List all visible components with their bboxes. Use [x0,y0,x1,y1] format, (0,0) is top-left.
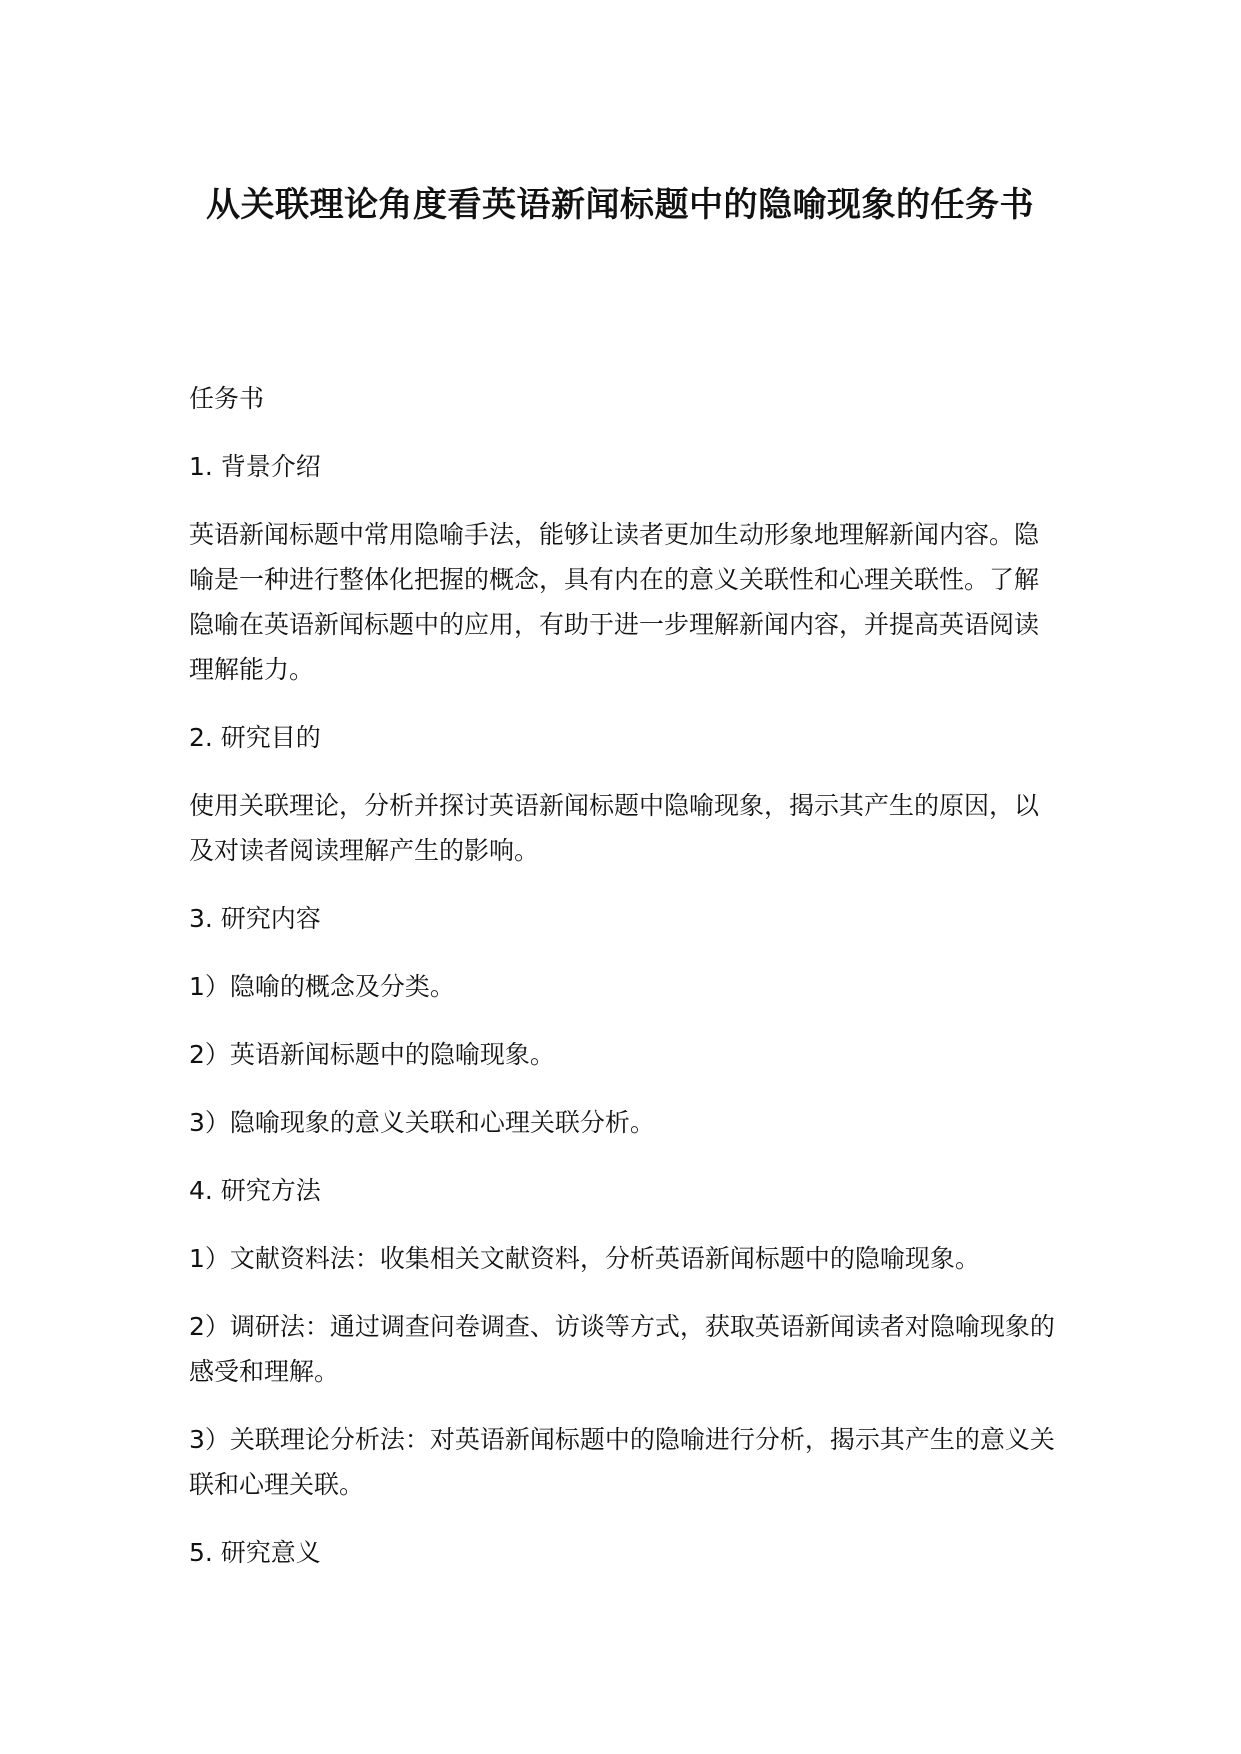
heading-significance: 5. 研究意义 [189,1538,321,1567]
heading-content: 3. 研究内容 [189,904,321,933]
document-body [189,376,1059,1598]
list-item-content-3: 3）隐喻现象的意义关联和心理关联分析。 [189,1108,655,1137]
document-title: 从关联理论角度看英语新闻标题中的隐喻现象的任务书 [206,185,1034,225]
list-item-content-1: 1）隐喻的概念及分类。 [189,972,455,1001]
section-label-task: 任务书 [189,384,265,413]
list-item-method-1: 1）文献资料法：收集相关文献资料，分析英语新闻标题中的隐喻现象。 [189,1244,980,1273]
heading-methods: 4. 研究方法 [189,1176,321,1205]
heading-background: 1. 背景介绍 [189,452,321,481]
paragraph-background: 英语新闻标题中常用隐喻手法，能够让读者更加生动形象地理解新闻内容。隐喻是一种进行整体化把握的概念，具有内在的意义关联性和心理关联性。了解隐喻在英语新闻标题中的应用，有助于进一步理解新闻内容，并提高英语阅读理解能力。 [189,520,1040,684]
list-item-method-3: 3）关联理论分析法：对英语新闻标题中的隐喻进行分析，揭示其产生的意义关联和心理关联。 [189,1425,1055,1499]
heading-purpose: 2. 研究目的 [189,723,321,752]
list-item-method-2: 2）调研法：通过调查问卷调查、访谈等方式，获取英语新闻读者对隐喻现象的感受和理解。 [189,1312,1055,1386]
paragraph-purpose: 使用关联理论，分析并探讨英语新闻标题中隐喻现象，揭示其产生的原因，以及对读者阅读理解产生的影响。 [189,791,1040,865]
list-item-content-2: 2）英语新闻标题中的隐喻现象。 [189,1040,555,1069]
